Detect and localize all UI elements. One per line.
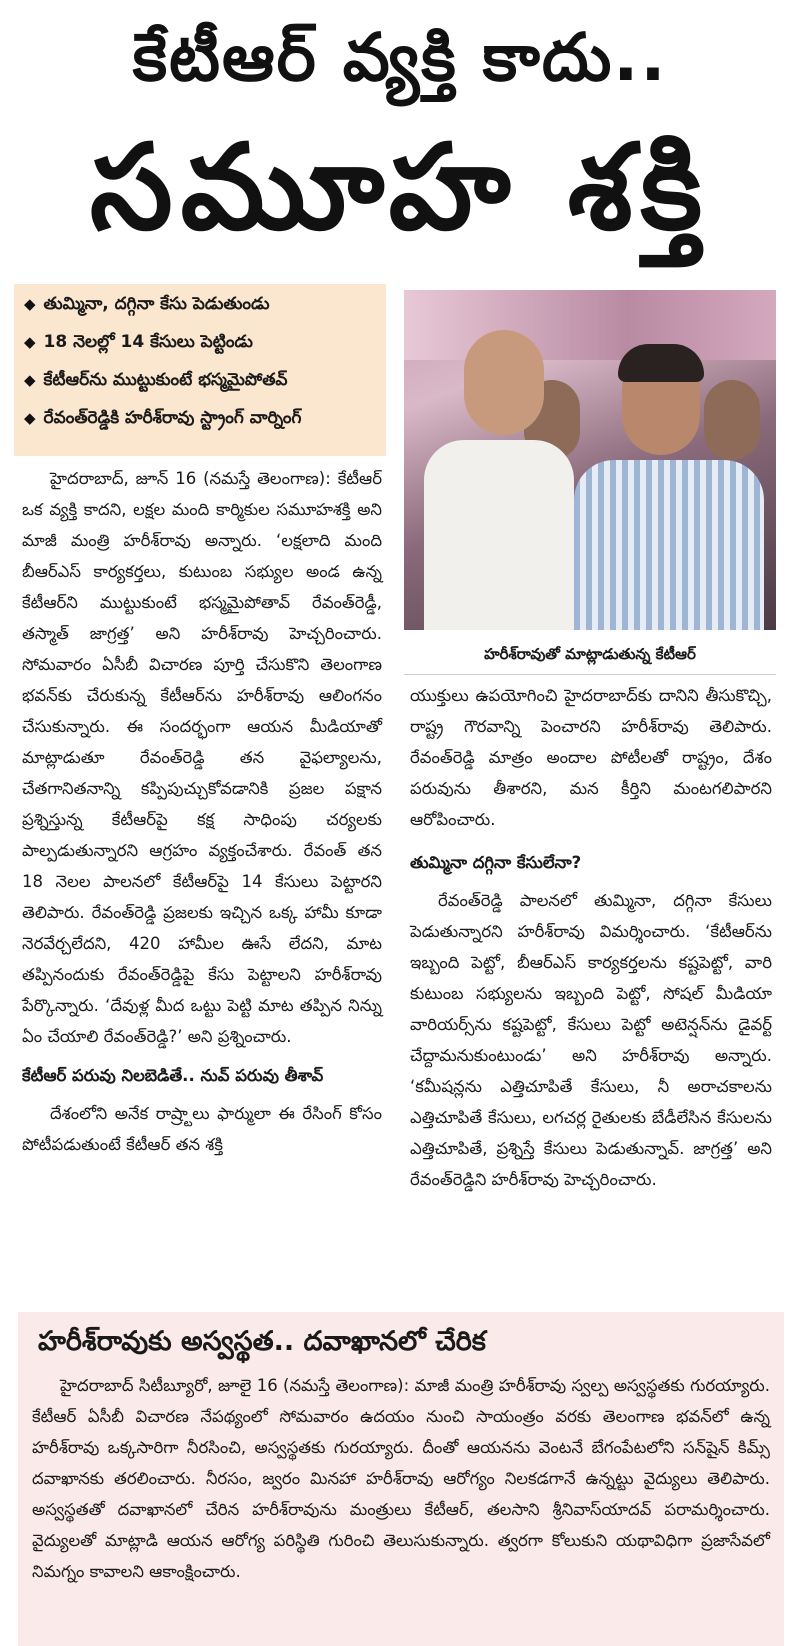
highlights-box: [14, 284, 386, 456]
bullet-icon: ◆: [24, 295, 36, 313]
photo-caption: హరీశ్‌రావుతో మాట్లాడుతున్న కేటీఆర్: [404, 638, 776, 675]
highlight-text: 18 నెలల్లో 14 కేసులు పెట్టిండు: [43, 332, 253, 352]
photo-background-person: [704, 380, 760, 460]
photo-person-right-hair: [618, 344, 704, 382]
right-column: [410, 680, 772, 1195]
sidebar-story-body: హైదరాబాద్ సిటీబ్యూరో, జూలై 16 (నమస్తే తెలంగాణ): మాజీ మంత్రి హరీశ్‌రావు స్వల్ప అస్వస్థతకు గురయ్యారు. కేటీఆర్ ఏసీబీ విచారణ నేపథ్యంలో సోమవారం ఉదయం నుంచి సాయంత్రం వరకు తెలంగాణ భవన్‌లో ఉన్న హరీశ్‌రావు ఒక్కసారిగా నీరసించి, అస్వస్థతకు గురయ్యారు. దీంతో ఆయనను వెంటనే బేగంపేటలోని సన్‌షైన్ కిమ్స్ దవాఖానకు తరలించారు. నీరసం, జ్వరం మినహా హరీశ్‌రావు ఆరోగ్యం నిలకడగానే ఉన్నట్టు వైద్యులు తెలిపారు. అస్వస్థతతో దవాఖానలో చేరిన హరీశ్‌రావును మంత్రులు కేటీఆర్, తలసాని శ్రీనివాస్‌యాదవ్ పరామర్శించారు. వైద్యులతో మాట్లాడి ఆయన ఆరోగ్య పరిస్థితి గురించి తెలుసుకున్నారు. త్వరగా కోలుకుని యథావిధిగా ప్రజాసేవలో నిమగ్నం కావాలని ఆకాంక్షించారు.: [32, 1376, 770, 1581]
photo-banner: [404, 290, 776, 360]
headline-line2: సమూహ శక్తి: [89, 118, 711, 256]
highlight-text: రేవంత్‌రెడ్డికి హరీశ్‌రావు స్ట్రాంగ్ వార్నింగ్: [43, 408, 302, 428]
article-paragraph: దేశంలోని అనేక రాష్ర్టాలు ఫార్ములా ఈ రేసింగ్ కోసం పోటీపడుతుంటే కేటీఆర్ తన శక్తి: [22, 1104, 382, 1154]
sidebar-story-box: [18, 1312, 784, 1646]
photo-person-right: [574, 460, 764, 630]
bullet-icon: ◆: [24, 333, 36, 351]
headline-line1: కేటీఆర్ వ్యక్తి కాదు..: [132, 19, 668, 96]
highlight-item: [24, 408, 378, 428]
article-subheading: తుమ్మినా దగ్గినా కేసులేనా?: [410, 853, 582, 872]
article-paragraph: హైదరాబాద్, జూన్ 16 (నమస్తే తెలంగాణ): కేటీఆర్ ఒక వ్యక్తి కాదని, లక్షల మంది కార్మికుల సమూహశక్తి అని మాజీ మంత్రి హరీశ్‌రావు అన్నారు. ‘లక్షలాది మంది బీఆర్‌ఎస్ కార్యకర్తలు, కుటుంబ సభ్యుల అండ ఉన్న కేటీఆర్‌ని ముట్టుకుంటే భస్మమైపోతావ్ రేవంత్‌రెడ్డీ, తస్మాత్ జాగ్రత్త’ అని హరీశ్‌రావు హెచ్చరించారు. సోమవారం ఏసీబీ విచారణ పూర్తి చేసుకొని తెలంగాణ భవన్‌కు చేరుకున్న కేటీఆర్‌ను హరీశ్‌రావు ఆలింగనం చేసుకున్నారు. ఈ సందర్భంగా ఆయన మీడియాతో మాట్లాడుతూ రేవంత్‌రెడ్డి తన వైఫల్యాలను, చేతగానితనాన్ని కప్పిపుచ్చుకోవడానికి ప్రజల పక్షాన ప్రశ్నిస్తున్న కేటీఆర్‌పై కక్ష సాధింపు చర్యలకు పాల్పడుతున్నారని ఆగ్రహం వ్యక్తంచేశారు. రేవంత్ తన 18 నెలల పాలనలో కేటీఆర్‌పై 14 కేసులు పెట్టారని తెలిపారు. రేవంత్‌రెడ్డి ప్రజలకు ఇచ్చిన ఒక్క హామీ కూడా నెరవేర్చలేదని, 420 హామీల ఊసే లేదని, మాట తప్పినందుకు రేవంత్‌రెడ్డిపై కేసు పెట్టాలని హరీశ్‌రావు పేర్కొన్నారు. ‘దేవుళ్ల మీద ఒట్టు పెట్టి మాట తప్పిన నిన్ను ఏం చేయాలి రేవంత్‌రెడ్డి?’ అని ప్రశ్నించారు.: [22, 469, 382, 1046]
left-column: [22, 463, 382, 1160]
news-photo: [404, 290, 776, 630]
highlight-item: [24, 332, 378, 352]
bullet-icon: ◆: [24, 409, 36, 427]
sidebar-story-title: హరీశ్‌రావుకు అస్వస్థత.. దవాఖానలో చేరిక: [38, 1326, 486, 1357]
highlight-text: తుమ్మినా, దగ్గినా కేసు పెడుతుండు: [43, 294, 270, 314]
highlight-item: [24, 370, 378, 390]
bullet-icon: ◆: [24, 371, 36, 389]
article-subheading: కేటీఆర్ పరువు నిలబెడితే.. నువ్ పరువు తీశావ్: [22, 1066, 324, 1085]
article-paragraph: యుక్తులు ఉపయోగించి హైదరాబాద్‌కు దానిని తీసుకొచ్చి, రాష్ట్ర గౌరవాన్ని పెంచారని హరీశ్‌రావు తెలిపారు. రేవంత్‌రెడ్డి మాత్రం అందాల పోటీలతో రాష్ట్రం, దేశం పరువును తీశారని, మన కీర్తిని మంటగలిపారని ఆరోపించారు.: [410, 686, 772, 829]
article-paragraph: రేవంత్‌రెడ్డి పాలనలో తుమ్మినా, దగ్గినా కేసులు పెడుతున్నారని హరీశ్‌రావు విమర్శించారు. ‘కేటీఆర్‌ను ఇబ్బంది పెట్టో, బీఆర్‌ఎస్ కార్యకర్తలను కష్టపెట్టో, వారి కుటుంబ సభ్యులను ఇబ్బంది పెట్టో, సోషల్ మీడియా వారియర్స్‌ను కష్టపెట్టో, కేసులు పెట్టో అటెన్షన్‌ను డైవర్ట్ చేద్దామనుకుంటుండు’ అని హరీశ్‌రావు అన్నారు. ‘కమీషన్లను ఎత్తిచూపితే కేసులు, నీ అరాచకాలను ఎత్తిచూపితే కేసులు, లగచర్ల రైతులకు బేడీలేసిన కేసులను ఎత్తిచూపితే, ప్రశ్నిస్తే కేసులు పెడుతున్నావ్. జాగ్రత్త’ అని రేవంత్‌రెడ్డిని హరీశ్‌రావు హెచ్చరించారు.: [410, 891, 772, 1189]
photo-person-left-head: [464, 330, 544, 435]
photo-person-left: [424, 440, 574, 630]
highlight-text: కేటీఆర్‌ను ముట్టుకుంటే భస్మమైపోతవ్: [43, 370, 288, 390]
highlight-item: [24, 294, 378, 314]
